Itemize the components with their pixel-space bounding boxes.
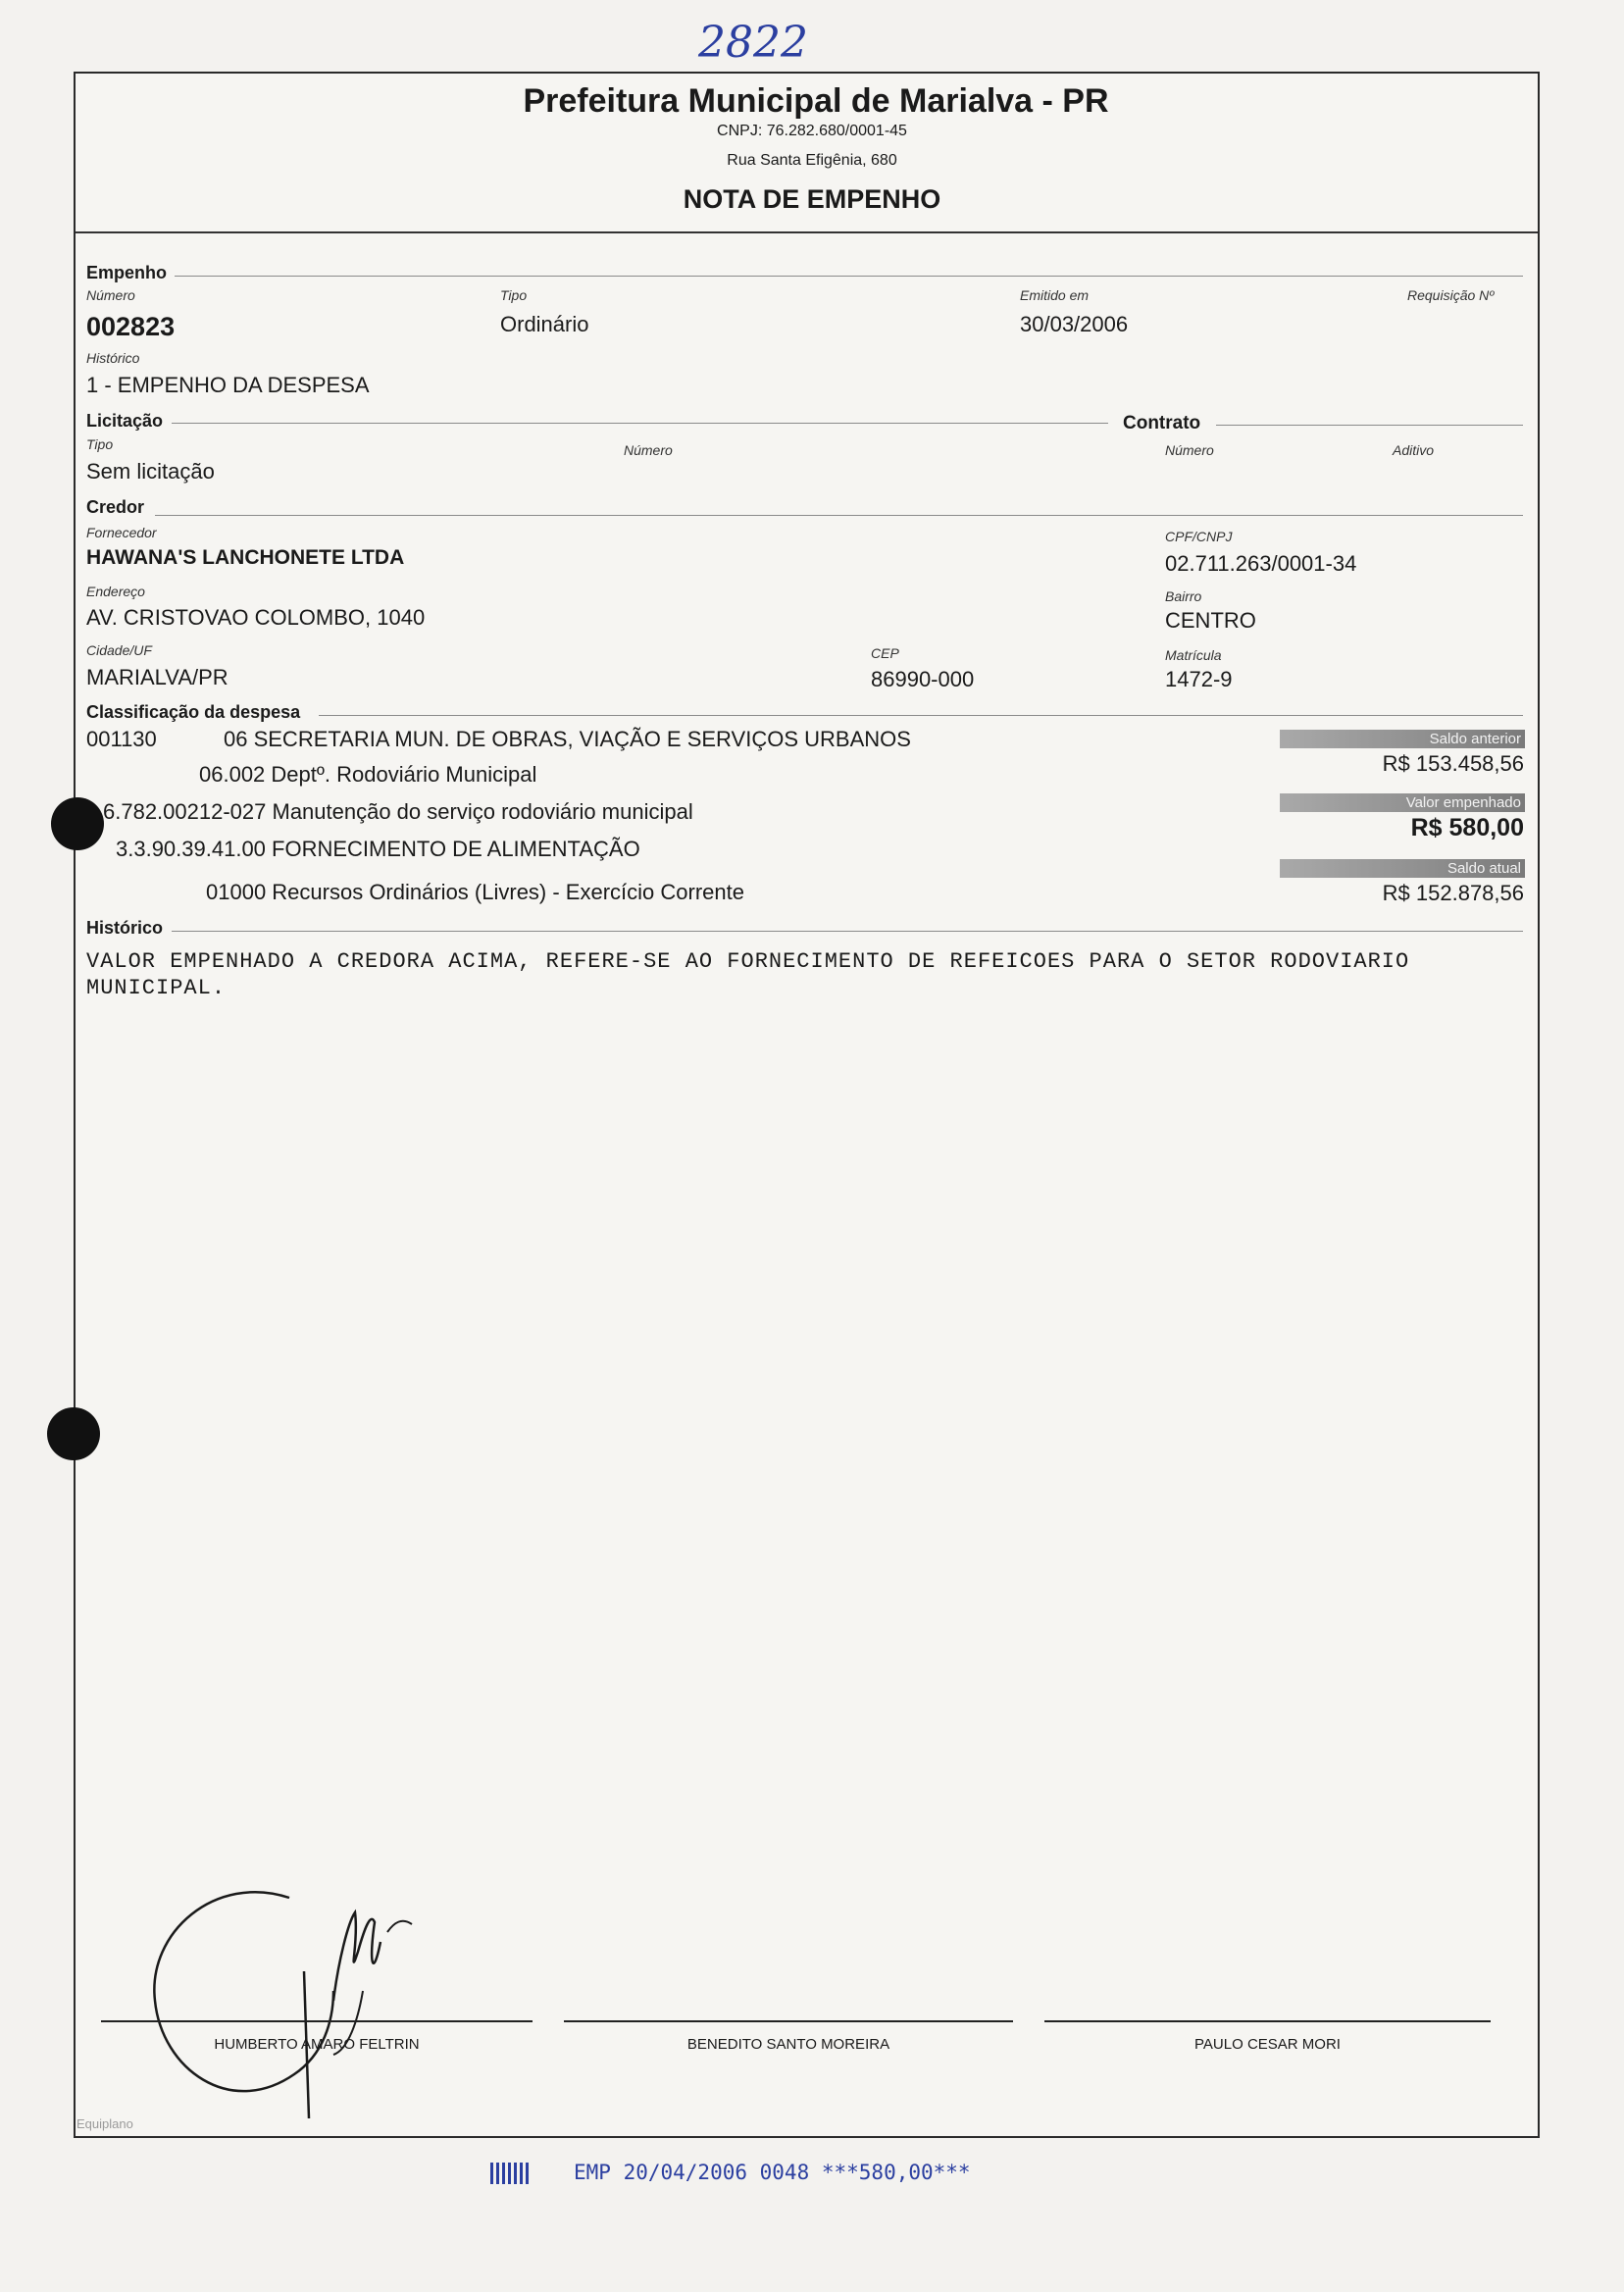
saldo-anterior-value: R$ 153.458,56: [1382, 751, 1524, 776]
saldo-atual-value: R$ 152.878,56: [1382, 881, 1524, 905]
classificacao-section-title: Classificação da despesa: [86, 702, 306, 723]
empenho-rule: [175, 276, 1523, 277]
programa-text: 6.782.00212-027 Manutenção do serviço rodoviário municipal: [103, 799, 693, 824]
signature-name-1: HUMBERTO AMARO FELTRIN: [214, 2036, 420, 2053]
cep-value: 86990-000: [871, 667, 975, 691]
bairro-value: CENTRO: [1165, 608, 1256, 633]
saldo-anterior-label: Saldo anterior: [1280, 730, 1525, 748]
licitacao-section-title: Licitação: [86, 411, 169, 432]
empenho-section-title: Empenho: [86, 263, 173, 283]
endereco-label: Endereço: [86, 584, 145, 599]
contrato-rule: [1216, 425, 1523, 426]
contrato-section-title: Contrato: [1123, 413, 1206, 434]
handwritten-signature: [137, 1873, 510, 2128]
signature-name-3: PAULO CESAR MORI: [1194, 2036, 1341, 2053]
equiplano-mark: Equiplano: [76, 2116, 133, 2131]
historico-rule: [172, 931, 1523, 932]
municipality-title: Prefeitura Municipal de Marialva - PR: [523, 82, 1109, 120]
handwritten-page-number: 2822: [698, 18, 808, 68]
mechanical-stamp: EMP 20/04/2006 0048 ***580,00***: [574, 2161, 971, 2184]
departamento-text: 06.002 Deptº. Rodoviário Municipal: [199, 762, 537, 787]
address-text: Rua Santa Efigênia, 680: [727, 152, 897, 169]
empenho-tipo-label: Tipo: [500, 287, 528, 303]
historico-section-title: Histórico: [86, 918, 169, 939]
requisicao-label: Requisição Nº: [1407, 287, 1495, 303]
stamp-barcode-icon: [490, 2163, 532, 2184]
signature-line-3: [1044, 2020, 1491, 2022]
licitacao-numero-label: Número: [624, 442, 673, 458]
cep-label: CEP: [871, 645, 899, 661]
cidade-value: MARIALVA/PR: [86, 665, 228, 689]
empenho-historico-label: Histórico: [86, 350, 140, 366]
licitacao-rule: [172, 423, 1108, 424]
saldo-atual-label: Saldo atual: [1280, 859, 1525, 878]
valor-empenhado-value: R$ 580,00: [1410, 814, 1524, 841]
bairro-label: Bairro: [1165, 588, 1202, 604]
header-divider: [76, 231, 1538, 233]
recurso-text: 01000 Recursos Ordinários (Livres) - Exercício Corrente: [206, 880, 744, 904]
signature-line-2: [564, 2020, 1013, 2022]
credor-section-title: Credor: [86, 497, 150, 518]
fornecedor-label: Fornecedor: [86, 525, 157, 540]
secretaria-text: 06 SECRETARIA MUN. DE OBRAS, VIAÇÃO E SERVIÇOS URBANOS: [224, 727, 911, 751]
signature-line-1: [101, 2020, 533, 2022]
endereco-value: AV. CRISTOVAO COLOMBO, 1040: [86, 605, 426, 630]
classificacao-rule: [319, 715, 1523, 716]
credor-rule: [155, 515, 1523, 516]
emitido-date: 30/03/2006: [1020, 312, 1129, 336]
fornecedor-name: HAWANA'S LANCHONETE LTDA: [86, 546, 405, 569]
punch-hole-bottom: [47, 1407, 100, 1460]
licitacao-tipo-label: Tipo: [86, 436, 114, 452]
classificacao-code: 001130: [86, 727, 157, 751]
cnpj-text: CNPJ: 76.282.680/0001-45: [717, 123, 907, 139]
valor-empenhado-label: Valor empenhado: [1280, 793, 1525, 812]
contrato-numero-label: Número: [1165, 442, 1214, 458]
historico-line-2: MUNICIPAL.: [86, 976, 227, 1000]
elemento-text: 3.3.90.39.41.00 FORNECIMENTO DE ALIMENTAÇÃO: [116, 837, 640, 861]
matricula-label: Matrícula: [1165, 647, 1222, 663]
cpf-cnpj-value: 02.711.263/0001-34: [1165, 551, 1357, 576]
matricula-value: 1472-9: [1165, 667, 1233, 691]
signature-name-2: BENEDITO SANTO MOREIRA: [686, 2036, 890, 2053]
empenho-historico: 1 - EMPENHO DA DESPESA: [86, 373, 370, 397]
cidade-label: Cidade/UF: [86, 642, 152, 658]
punch-hole-top: [51, 797, 104, 850]
emitido-label: Emitido em: [1020, 287, 1090, 303]
historico-line-1: VALOR EMPENHADO A CREDORA ACIMA, REFERE-SE AO FORNECIMENTO DE REFEICOES PARA O SETOR RODOVIARIO: [86, 949, 1410, 974]
empenho-numero: 002823: [86, 312, 176, 341]
document-title: NOTA DE EMPENHO: [683, 184, 941, 214]
cpf-cnpj-label: CPF/CNPJ: [1165, 529, 1233, 544]
empenho-tipo: Ordinário: [500, 312, 589, 336]
contrato-aditivo-label: Aditivo: [1393, 442, 1435, 458]
empenho-numero-label: Número: [86, 287, 135, 303]
licitacao-tipo: Sem licitação: [86, 459, 215, 484]
